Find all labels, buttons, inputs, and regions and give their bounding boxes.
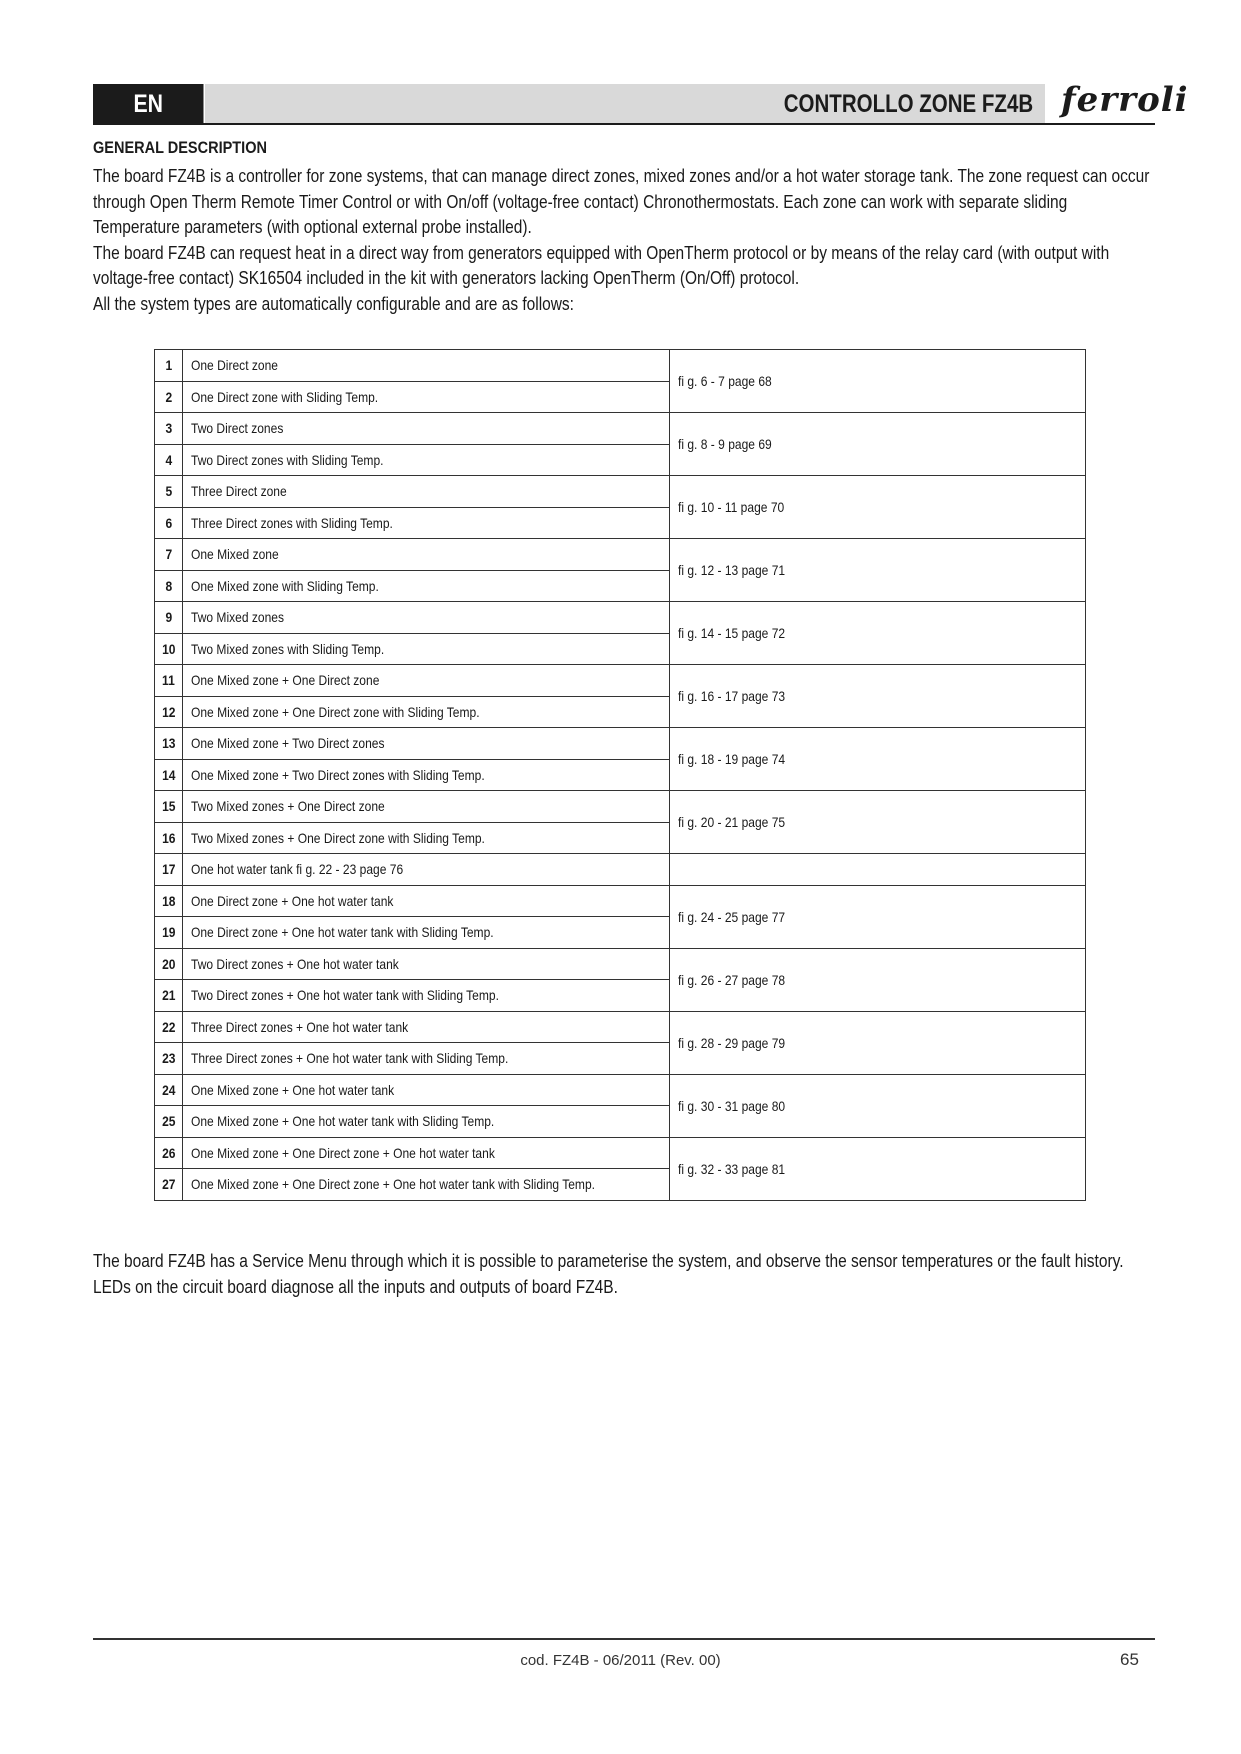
- outro-text: [93, 1249, 1155, 1300]
- system-number: [155, 728, 183, 760]
- system-description-text: Three Direct zone: [191, 483, 287, 500]
- table-row: [155, 948, 1086, 980]
- system-description: [183, 1169, 670, 1201]
- table-row: [155, 539, 1086, 571]
- system-description-text: One Direct zone with Sliding Temp.: [191, 388, 379, 405]
- system-number-text: 3: [165, 420, 172, 437]
- figure-reference-text: fi g. 16 - 17 page 73: [677, 688, 785, 704]
- system-description: [183, 759, 670, 791]
- system-description-text: One Mixed zone with Sliding Temp.: [191, 577, 379, 594]
- system-number-text: 17: [161, 861, 176, 878]
- table-row: [155, 728, 1086, 760]
- system-number-text: 5: [165, 483, 172, 500]
- figure-reference-text: fi g. 6 - 7 page 68: [677, 373, 772, 389]
- system-number: [155, 696, 183, 728]
- figure-reference: [669, 665, 1085, 728]
- ferroli-logo: ferroli: [1061, 80, 1189, 120]
- system-number-text: 27: [161, 1176, 176, 1193]
- system-number-text: 25: [161, 1113, 176, 1130]
- system-description-text: Three Direct zones with Sliding Temp.: [191, 514, 393, 531]
- table-row: [155, 602, 1086, 634]
- figure-reference-text: fi g. 8 - 9 page 69: [677, 436, 772, 452]
- table-row: [155, 476, 1086, 508]
- title-band: [205, 84, 1045, 124]
- system-number-text: 26: [161, 1144, 176, 1161]
- figure-reference: [669, 948, 1085, 1011]
- system-number-text: 22: [161, 1018, 176, 1035]
- system-description-text: One Mixed zone + One hot water tank: [191, 1081, 395, 1098]
- system-description: [183, 696, 670, 728]
- system-description: [183, 665, 670, 697]
- system-description-text: One hot water tank fi g. 22 - 23 page 76: [191, 861, 404, 878]
- figure-reference: [669, 413, 1085, 476]
- figure-reference: [669, 1137, 1085, 1200]
- table-row: [155, 885, 1086, 917]
- system-description-text: One Direct zone + One hot water tank with Sliding Temp.: [191, 924, 494, 941]
- figure-reference-text: fi g. 10 - 11 page 70: [677, 499, 784, 515]
- system-number-text: 14: [161, 766, 176, 783]
- figure-reference: [669, 602, 1085, 665]
- footer-divider: [93, 1638, 1155, 1640]
- system-description: [183, 854, 670, 886]
- system-number-text: 24: [161, 1081, 176, 1098]
- table-row: [155, 854, 1086, 886]
- system-number-text: 16: [161, 829, 176, 846]
- system-description: [183, 1074, 670, 1106]
- system-number-text: 6: [165, 514, 172, 531]
- system-description: [183, 1106, 670, 1138]
- intro-text: [93, 164, 1155, 317]
- system-number: [155, 539, 183, 571]
- system-number: [155, 854, 183, 886]
- system-number-text: 15: [161, 798, 176, 815]
- system-number: [155, 948, 183, 980]
- system-description: [183, 980, 670, 1012]
- system-number-text: 20: [161, 955, 176, 972]
- system-description: [183, 728, 670, 760]
- page-header: [93, 80, 1189, 124]
- figure-reference: [669, 728, 1085, 791]
- system-description-text: Three Direct zones + One hot water tank with Sliding Temp.: [191, 1050, 509, 1067]
- system-description-text: One Mixed zone + One Direct zone + One hot water tank: [191, 1144, 495, 1161]
- system-description-text: Two Mixed zones with Sliding Temp.: [191, 640, 385, 657]
- figure-reference-text: fi g. 30 - 31 page 80: [677, 1097, 785, 1114]
- system-number-text: 23: [161, 1050, 176, 1067]
- system-description-text: One Mixed zone + One Direct zone with Sliding Temp.: [191, 703, 480, 720]
- intro-paragraph: The board FZ4B is a controller for zone systems, that can manage direct zones, mixed zones and/or a hot water storage tank. The zone request can occur through Open Therm Remote Timer Control or with On/off (voltage-free contact) Chronothermostats. Each zone can work with separate sliding Temperature parameters (with optional external probe installed).: [93, 166, 1150, 237]
- system-description: [183, 444, 670, 476]
- system-description: [183, 476, 670, 508]
- figure-reference: [669, 476, 1085, 539]
- system-description-text: One Mixed zone + One Direct zone: [191, 672, 380, 689]
- system-number: [155, 570, 183, 602]
- figure-reference-text: fi g. 12 - 13 page 71: [677, 562, 785, 578]
- system-description: [183, 1011, 670, 1043]
- system-types-table: [154, 349, 1086, 1201]
- figure-reference-text: fi g. 26 - 27 page 78: [677, 971, 785, 988]
- system-number: [155, 381, 183, 413]
- intro-paragraph: The board FZ4B can request heat in a direct way from generators equipped with OpenTherm protocol or by means of the relay card (with output with voltage-free contact) SK16504 included in the kit with generators lacking OpenTherm (On/Off) protocol.: [93, 242, 1110, 288]
- system-description: [183, 539, 670, 571]
- system-description-text: One Mixed zone + Two Direct zones with Sliding Temp.: [191, 766, 485, 783]
- system-description-text: Two Direct zones + One hot water tank: [191, 955, 399, 972]
- system-description: [183, 633, 670, 665]
- system-description: [183, 507, 670, 539]
- figure-reference-text: fi g. 14 - 15 page 72: [677, 625, 785, 641]
- system-description-text: One Mixed zone + One hot water tank with Sliding Temp.: [191, 1113, 495, 1130]
- system-number: [155, 885, 183, 917]
- system-description: [183, 1137, 670, 1169]
- system-description: [183, 570, 670, 602]
- system-description-text: Two Mixed zones + One Direct zone: [191, 798, 385, 815]
- system-number: [155, 980, 183, 1012]
- figure-reference-text: fi g. 18 - 19 page 74: [677, 751, 785, 767]
- system-number: [155, 413, 183, 445]
- figure-reference-text: fi g. 20 - 21 page 75: [677, 814, 785, 830]
- system-number: [155, 1011, 183, 1043]
- page-number: 65: [1120, 1650, 1139, 1669]
- system-description: [183, 948, 670, 980]
- system-description-text: Two Mixed zones: [191, 609, 285, 626]
- page-title: CONTROLLO ZONE FZ4B: [783, 90, 1033, 118]
- system-description: [183, 1043, 670, 1075]
- figure-reference: [669, 350, 1085, 413]
- system-number-text: 2: [165, 388, 172, 405]
- system-number-text: 1: [165, 357, 172, 374]
- system-number-text: 21: [161, 987, 176, 1004]
- language-label: EN: [93, 84, 204, 124]
- table-row: [155, 1137, 1086, 1169]
- system-description-text: One Direct zone + One hot water tank: [191, 892, 394, 909]
- system-number: [155, 1169, 183, 1201]
- figure-reference-text: fi g. 24 - 25 page 77: [677, 908, 785, 925]
- system-number: [155, 665, 183, 697]
- system-number: [155, 476, 183, 508]
- figure-reference: [669, 854, 1085, 886]
- table-row: [155, 665, 1086, 697]
- figure-reference: [669, 1074, 1085, 1137]
- system-description-text: Two Mixed zones + One Direct zone with Sliding Temp.: [191, 829, 485, 846]
- table-row: [155, 1074, 1086, 1106]
- system-number: [155, 1137, 183, 1169]
- table-row: [155, 350, 1086, 382]
- system-number: [155, 791, 183, 823]
- system-number: [155, 917, 183, 949]
- system-description-text: Two Direct zones: [191, 420, 284, 437]
- system-description-text: Three Direct zones + One hot water tank: [191, 1018, 409, 1035]
- system-number: [155, 1074, 183, 1106]
- system-number-text: 9: [165, 609, 172, 626]
- intro-paragraph: All the system types are automatically configurable and are as follows:: [93, 293, 574, 314]
- system-number-text: 13: [161, 735, 176, 752]
- system-description-text: One Mixed zone: [191, 546, 279, 563]
- system-number-text: 19: [161, 924, 176, 941]
- system-number: [155, 1043, 183, 1075]
- system-number: [155, 822, 183, 854]
- system-description: [183, 350, 670, 382]
- figure-reference-text: fi g. 28 - 29 page 79: [677, 1034, 785, 1051]
- system-description-text: One Direct zone: [191, 357, 279, 374]
- system-description: [183, 381, 670, 413]
- system-number-text: 4: [165, 451, 172, 468]
- figure-reference: [669, 1011, 1085, 1074]
- system-description: [183, 885, 670, 917]
- system-number: [155, 633, 183, 665]
- figure-reference: [669, 885, 1085, 948]
- document-code: cod. FZ4B - 06/2011 (Rev. 00): [520, 1652, 721, 1669]
- system-number: [155, 1106, 183, 1138]
- system-description: [183, 413, 670, 445]
- system-description-text: One Mixed zone + One Direct zone + One hot water tank with Sliding Temp.: [191, 1176, 595, 1193]
- table-row: [155, 791, 1086, 823]
- system-number-text: 11: [162, 672, 175, 689]
- system-description-text: One Mixed zone + Two Direct zones: [191, 735, 385, 752]
- figure-reference: [669, 791, 1085, 854]
- system-number-text: 18: [161, 892, 176, 909]
- system-description: [183, 602, 670, 634]
- system-number: [155, 602, 183, 634]
- system-number-text: 12: [161, 703, 176, 720]
- system-number-text: 10: [161, 640, 176, 657]
- figure-reference: [669, 539, 1085, 602]
- table-row: [155, 1011, 1086, 1043]
- system-number: [155, 444, 183, 476]
- header-divider: [93, 123, 1155, 125]
- system-number: [155, 507, 183, 539]
- system-description-text: Two Direct zones with Sliding Temp.: [191, 451, 384, 468]
- table-row: [155, 413, 1086, 445]
- figure-reference-text: fi g. 32 - 33 page 81: [677, 1160, 785, 1177]
- system-number-text: 8: [165, 577, 172, 594]
- system-description-text: Two Direct zones + One hot water tank with Sliding Temp.: [191, 987, 499, 1004]
- outro-paragraph: The board FZ4B has a Service Menu through which it is possible to parameterise the system, and observe the sensor temperatures or the fault history. LEDs on the circuit board diagnose all the inputs and outputs of board FZ4B.: [93, 1251, 1124, 1297]
- system-description: [183, 791, 670, 823]
- system-description: [183, 822, 670, 854]
- system-description: [183, 917, 670, 949]
- system-number: [155, 350, 183, 382]
- system-number: [155, 759, 183, 791]
- section-title: GENERAL DESCRIPTION: [93, 139, 267, 157]
- system-number-text: 7: [165, 546, 172, 563]
